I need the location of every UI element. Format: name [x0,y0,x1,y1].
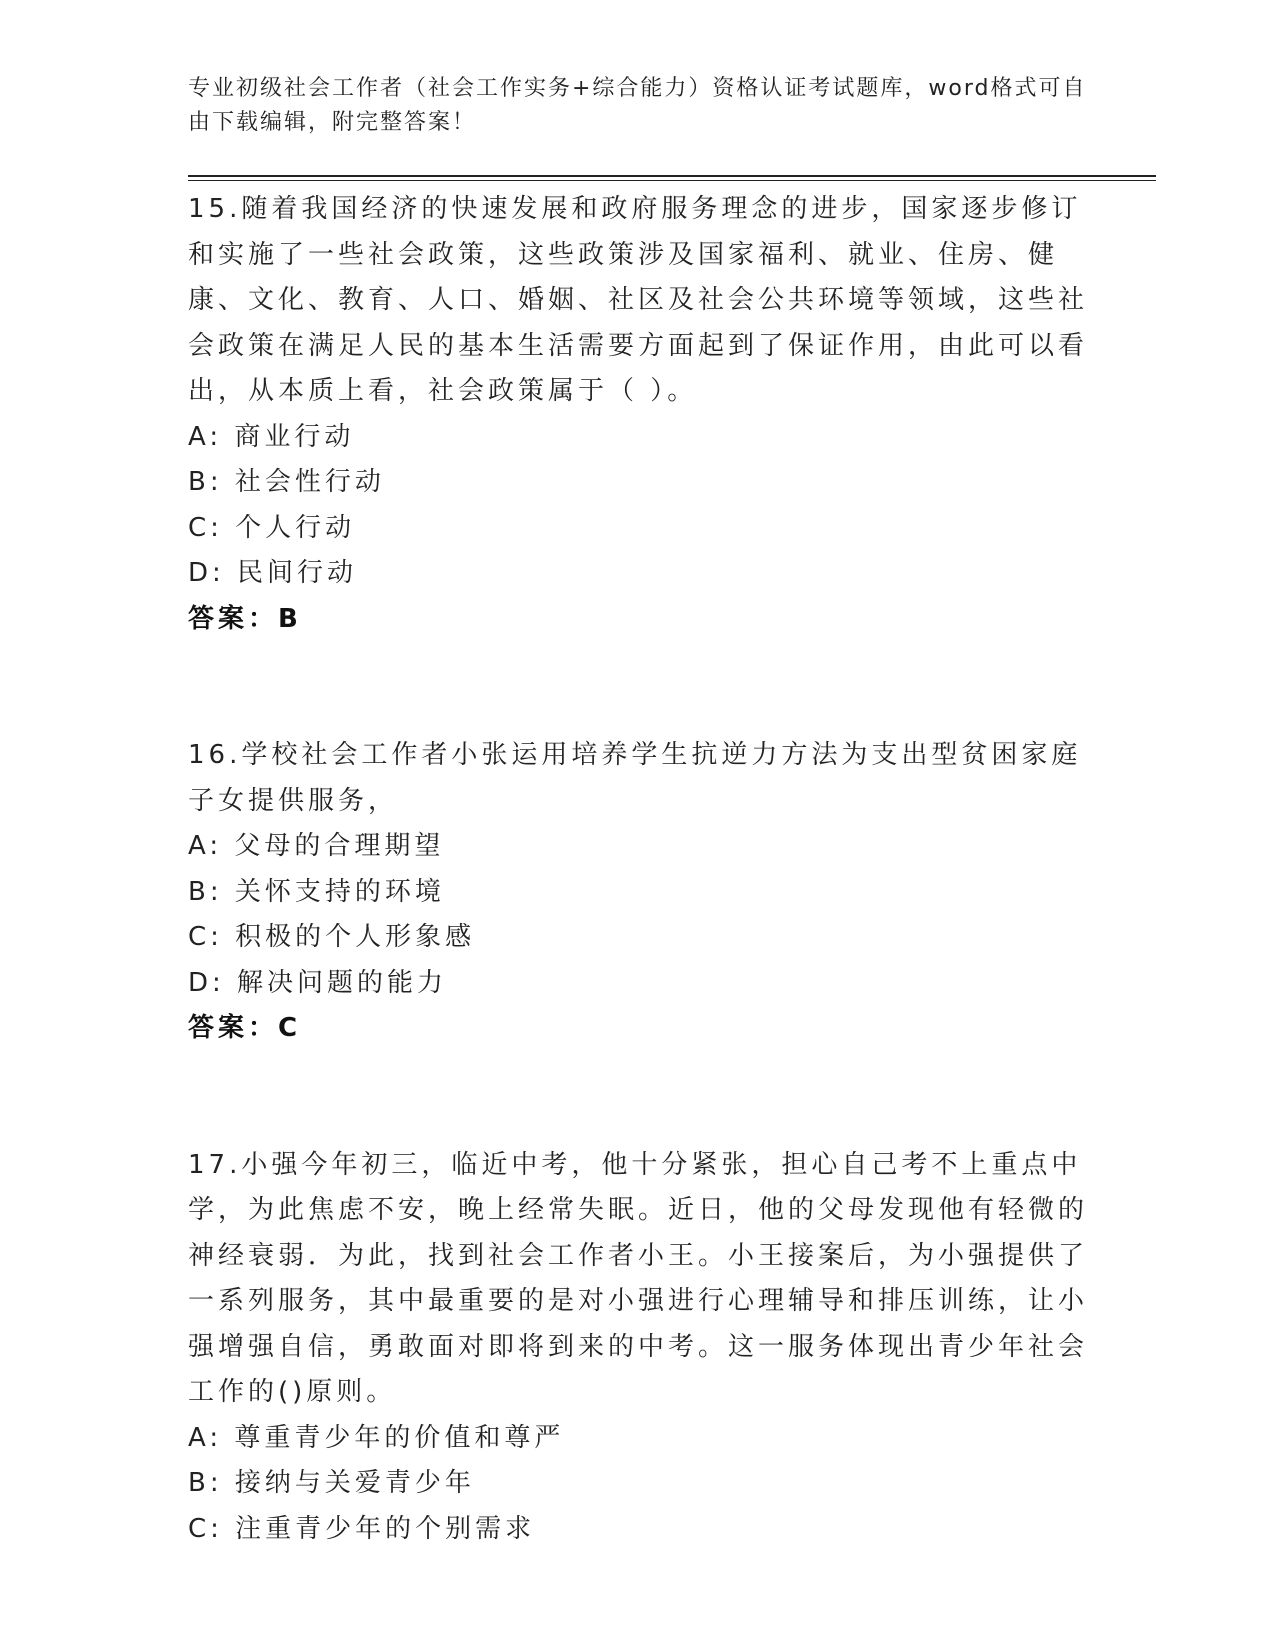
option-a: A: 尊重青少年的价值和尊严 [188,1422,565,1453]
question-stem: 15.随着我国经济的快速发展和政府服务理念的进步，国家逐步修订和实施了一些社会政策，这些政策涉及国家福利、就业、住房、健康、文化、教育、人口、婚姻、社区及社会公共环境等领域，这些社会政策在满足人民的基本生活需要方面起到了保证作用，由此可以看出，从本质上看，社会政策属于（ ）。 [188,194,1089,406]
option-c: C: 积极的个人形象感 [188,922,476,952]
question-stem: 16.学校社会工作者小张运用培养学生抗逆力方法为支出型贫困家庭子女提供服务， [188,740,1082,816]
option-b: B: 社会性行动 [188,467,385,497]
option-b: B: 接纳与关爱青少年 [188,1468,475,1498]
option-d: D: 民间行动 [188,558,358,588]
option-c: C: 个人行动 [188,512,356,543]
option-a: A: 商业行动 [188,421,355,452]
option-c: C: 注重青少年的个别需求 [188,1513,536,1544]
question-stem: 17.小强今年初三，临近中考，他十分紧张，担心自己考不上重点中学，为此焦虑不安，晚上经常失眠。近日，他的父母发现他有轻微的神经衰弱．为此，找到社会工作者小王。小王接案后，为小强提供了一系列服务，其中最重要的是对小强进行心理辅导和排压训练，让小强增强自信，勇敢面对即将到来的中考。这一服务体现出青少年社会工作的()原则。 [188,1149,1089,1407]
option-a: A: 父母的合理期望 [188,831,445,861]
question-spacer [188,1052,1088,1143]
question-16 [188,733,1088,1052]
option-b: B: 关怀支持的环境 [188,876,445,907]
answer-label: 答案：B [188,603,302,634]
option-d: D: 解决问题的能力 [188,967,448,998]
page-header: 专业初级社会工作者（社会工作实务+综合能力）资格认证考试题库，word格式可自由下载编辑，附完整答案！ [188,76,1087,135]
question-17 [188,1143,1088,1553]
header-rule-thin [188,180,1156,181]
answer-label: 答案：C [188,1013,302,1043]
question-spacer [188,642,1088,733]
question-list [188,187,1088,1552]
header-rule-thick [188,175,1156,177]
question-15 [188,187,1088,642]
